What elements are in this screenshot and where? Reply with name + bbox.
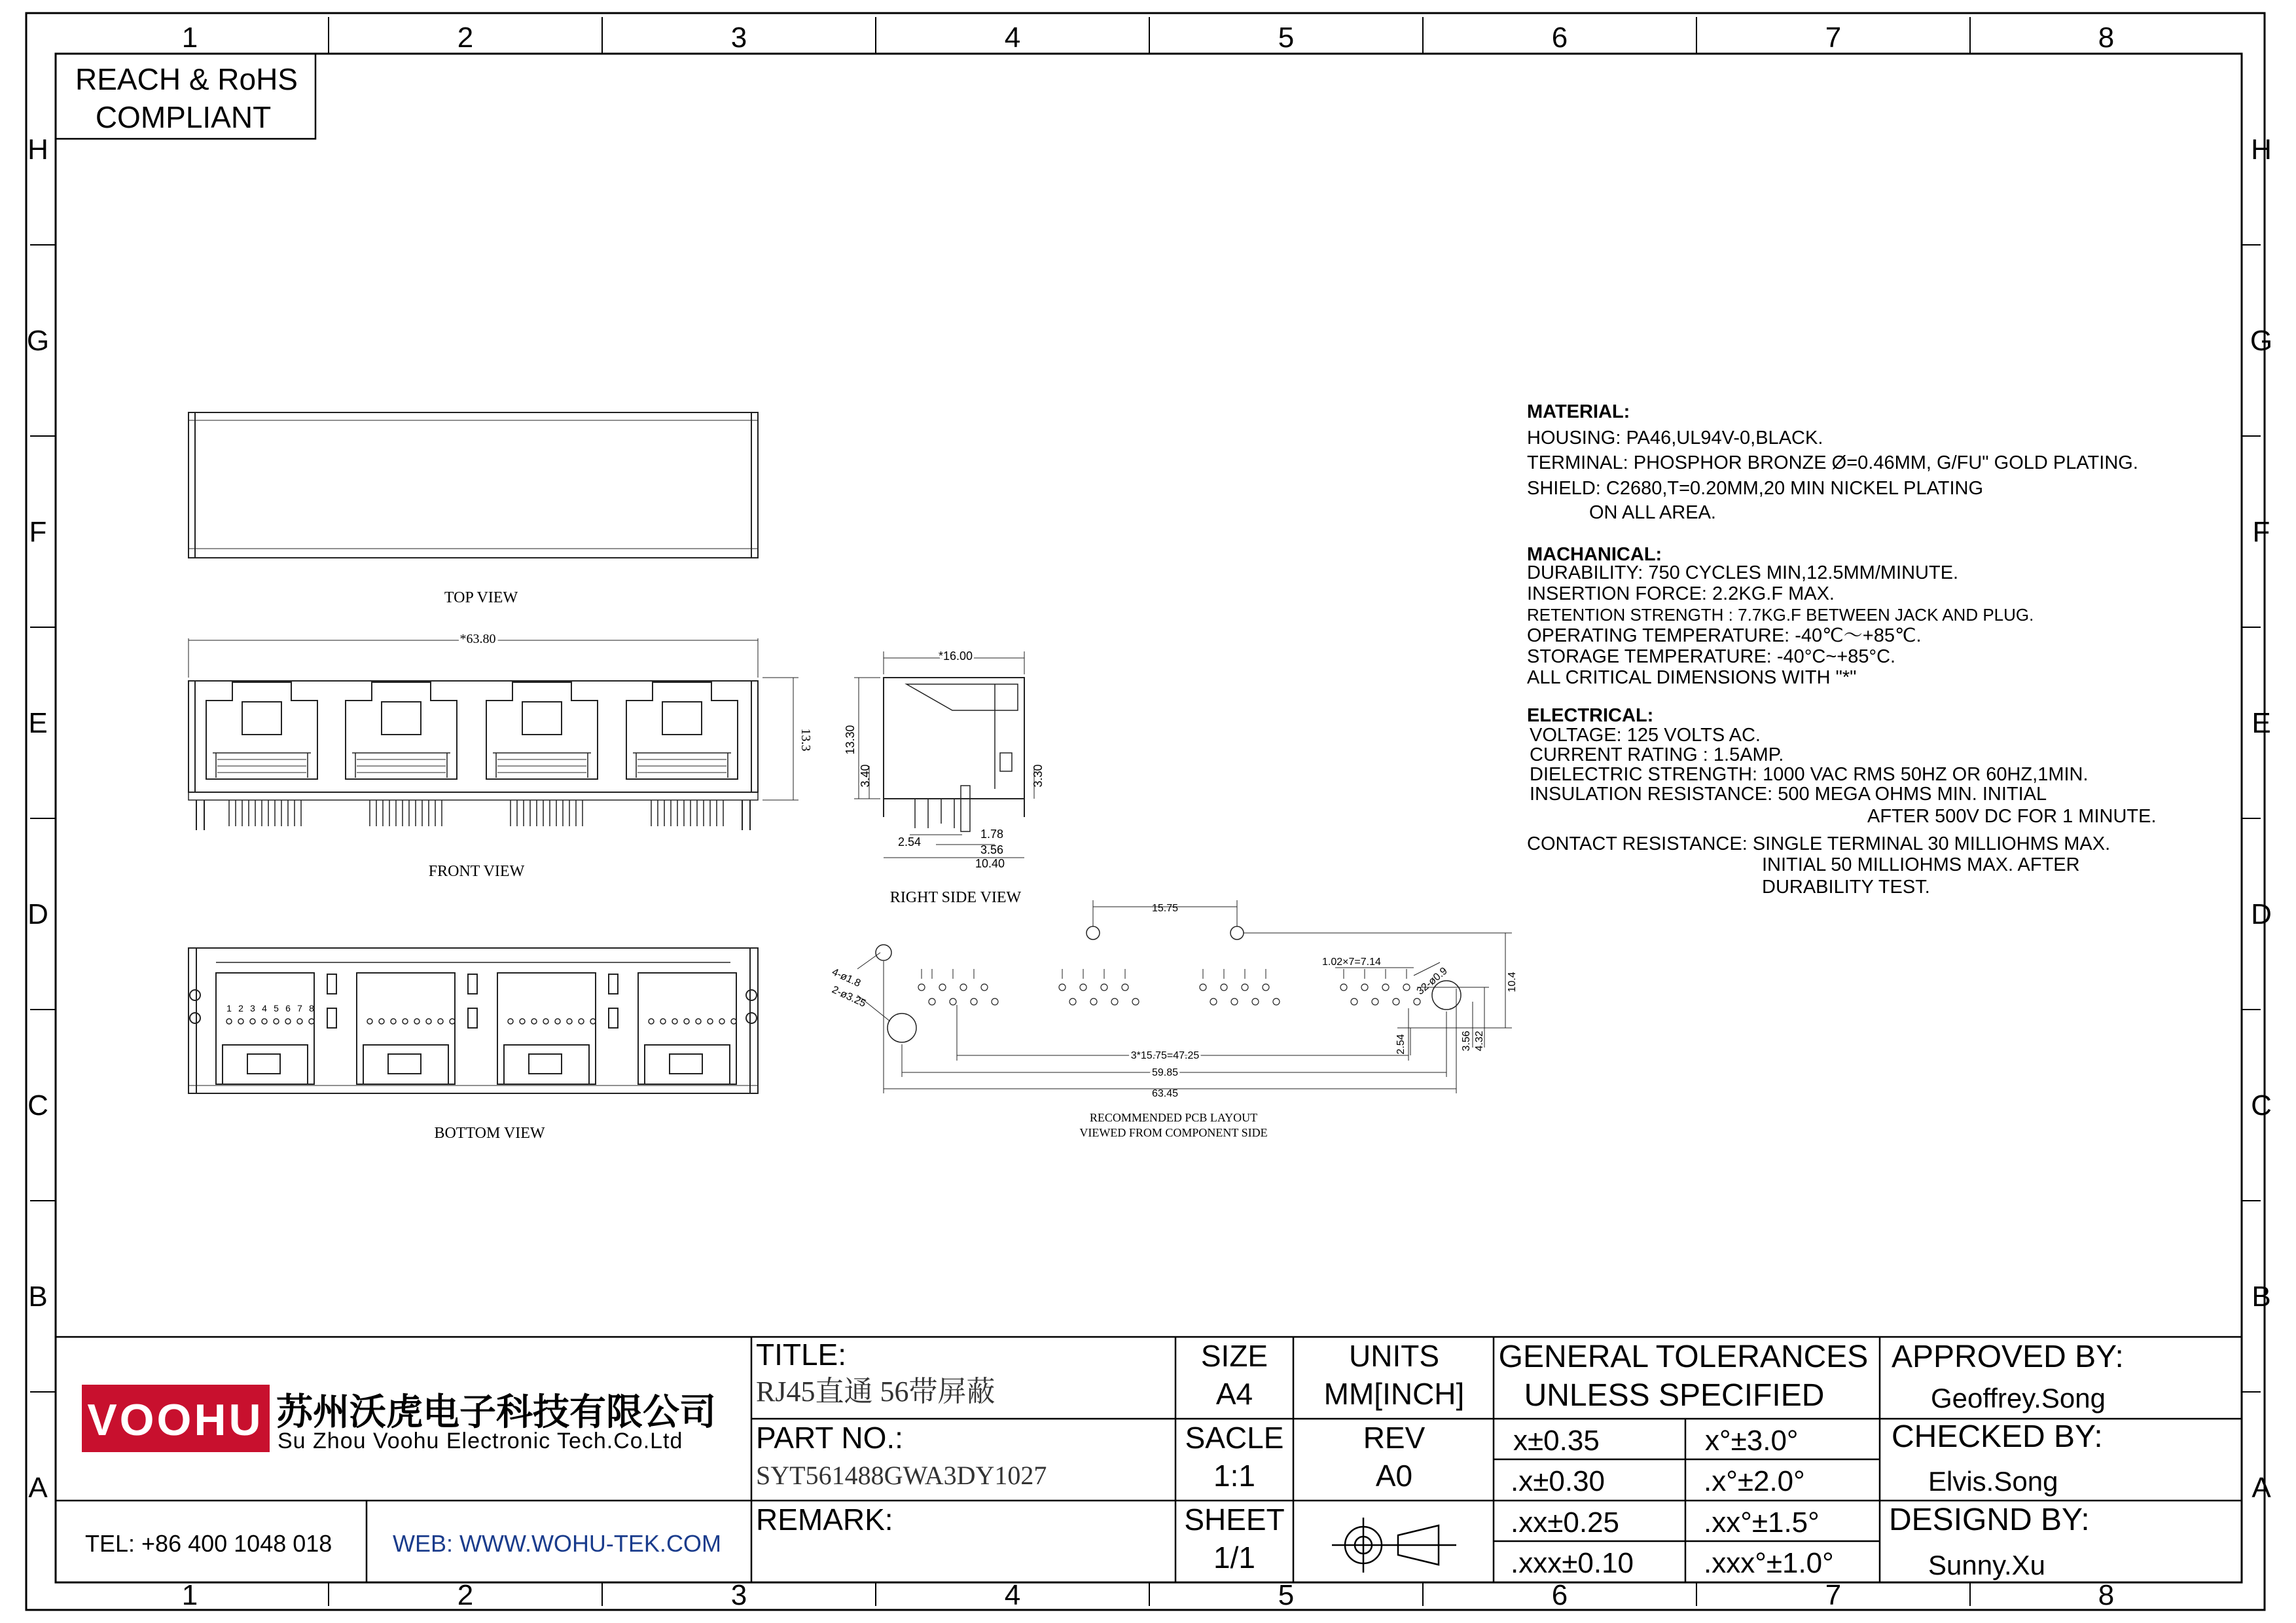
pin-number: 8 [309,1003,314,1013]
pcb-0.9-hole-dimension: 32-ø0.9 [1414,965,1450,998]
col-label: 4 [1004,1579,1021,1611]
side-2.54-dimension: 2.54 [898,835,922,848]
tolerance-value: x°±3.0° [1705,1425,1799,1457]
pin-number: 2 [238,1003,243,1013]
scale-label: SACLE [1185,1421,1284,1455]
mechanical-line: DURABILITY: 750 CYCLES MIN,12.5MM/MINUTE. [1527,562,1959,583]
col-label: 5 [1278,22,1295,54]
mechanical-line: OPERATING TEMPERATURE: -40℃～+85℃. [1527,625,1922,646]
mechanical-heading: MACHANICAL: [1527,544,1662,565]
side-3.56-dimension: 3.56 [980,843,1004,856]
checked-label: CHECKED BY: [1892,1419,2103,1454]
pin-number: 5 [274,1003,279,1013]
side-height-dimension: 13.30 [844,725,857,755]
electrical-line: DURABILITY TEST. [1762,877,1930,898]
pcb-layout-label-2: VIEWED FROM COMPONENT SIDE [1079,1126,1268,1139]
pcb-pitch-dimension: 1.02×7=7.14 [1322,957,1381,968]
material-line: HOUSING: PA46,UL94V-0,BLACK. [1527,428,1823,448]
tolerance-value: .x±0.30 [1511,1465,1605,1497]
tolerance-value: .xx°±1.5° [1704,1506,1820,1539]
col-label: 6 [1551,1579,1568,1611]
front-view-label: FRONT VIEW [428,863,525,880]
tolerance-value: .x°±2.0° [1704,1465,1805,1497]
tolerance-title-1: GENERAL TOLERANCES [1498,1340,1869,1374]
side-3.30-dimension: 3.30 [1031,764,1045,788]
col-label: 8 [2098,1579,2115,1611]
projection-symbol-icon [1332,1518,1456,1573]
electrical-line: CONTACT RESISTANCE: SINGLE TERMINAL 30 MILLIOHMS MAX. [1527,833,2111,854]
row-label: G [26,325,50,357]
col-label: 3 [730,22,747,54]
compliance-line-2: COMPLIANT [95,100,272,134]
designed-name: Sunny.Xu [1928,1550,2046,1580]
part-value: SYT561488GWA3DY1027 [756,1461,1047,1490]
col-label: 7 [1825,1579,1842,1611]
company-logo-text: VOOHU [87,1395,264,1445]
mechanical-line: INSERTION FORCE: 2.2KG.F MAX. [1527,583,1835,604]
row-label: A [2251,1472,2271,1504]
pcb-59.85-dimension: 59.85 [1151,1067,1179,1078]
electrical-line: CURRENT RATING : 1.5AMP. [1530,744,1784,765]
tolerance-title-2: UNLESS SPECIFIED [1524,1378,1825,1413]
electrical-line: INSULATION RESISTANCE: 500 MEGA OHMS MIN. INITIAL [1530,784,2047,805]
right-side-view-drawing [854,651,1034,858]
electrical-line: AFTER 500V DC FOR 1 MINUTE. [1867,806,2157,827]
mechanical-line: STORAGE TEMPERATURE: -40°C~+85°C. [1527,646,1896,667]
remark-label: REMARK: [756,1503,893,1537]
bottom-view-drawing [188,948,758,1093]
material-line: ON ALL AREA. [1589,502,1716,523]
pin-number: 1 [226,1003,232,1013]
title-value: RJ45直通 56带屏蔽 [756,1376,996,1408]
right-side-view-label: RIGHT SIDE VIEW [889,889,1022,906]
mechanical-line: RETENTION STRENGTH : 7.7KG.F BETWEEN JACK AND PLUG. [1527,605,2034,625]
row-label: D [2251,898,2272,930]
pcb-2.54-dimension: 2.54 [1395,1034,1407,1055]
approved-label: APPROVED BY: [1892,1340,2124,1374]
material-line: TERMINAL: PHOSPHOR BRONZE Ø=0.46MM, G/FU" GOLD PLATING. [1527,452,2138,473]
electrical-line: INITIAL 50 MILLIOHMS MAX. AFTER [1762,854,2080,875]
side-10.40-dimension: 10.40 [975,857,1005,870]
checked-name: Elvis.Song [1928,1466,2058,1497]
pcb-small-hole-dimension: 4-ø1.8 [830,966,863,990]
row-label: F [2252,516,2270,548]
front-width-dimension: *63.80 [459,632,496,646]
units-value: MM[INCH] [1323,1377,1465,1411]
row-label: B [2251,1281,2271,1313]
title-label: TITLE: [756,1338,847,1372]
row-label: G [2250,325,2273,357]
pcb-63.45-dimension: 63.45 [1151,1088,1179,1099]
row-label: A [28,1472,48,1504]
scale-value: 1:1 [1213,1459,1255,1493]
sheet-value: 1/1 [1213,1541,1255,1575]
row-label: H [27,134,48,166]
pin-number: 6 [285,1003,291,1013]
front-view-drawing [188,638,798,830]
pcb-47.25-dimension: 3*15.75=47.25 [1130,1050,1200,1061]
tolerance-value: .xxx°±1.0° [1704,1547,1834,1579]
side-3.40-dimension: 3.40 [859,764,872,788]
row-label: E [28,707,48,739]
side-1.78-dimension: 1.78 [980,828,1004,841]
mechanical-line: ALL CRITICAL DIMENSIONS WITH "*" [1527,667,1857,688]
col-label: 3 [730,1579,747,1611]
designed-label: DESIGND BY: [1889,1503,2090,1537]
row-label: D [27,898,48,930]
material-line: SHIELD: C2680,T=0.20MM,20 MIN NICKEL PLATING [1527,478,1984,499]
pcb-3.56-dimension: 3.56 [1461,1030,1472,1051]
rev-label: REV [1363,1421,1426,1455]
col-label: 1 [181,1579,198,1611]
pcb-layout-drawing [857,900,1512,1093]
top-view-label: TOP VIEW [444,589,518,606]
row-label: H [2251,134,2272,166]
company-name-cn: 苏州沃虎电子科技有限公司 [276,1391,716,1432]
row-label: C [2251,1089,2272,1122]
col-label: 7 [1825,22,1842,54]
col-label: 8 [2098,22,2115,54]
sheet-label: SHEET [1184,1503,1285,1537]
col-label: 2 [457,22,474,54]
pcb-4.32-dimension: 4.32 [1474,1030,1485,1051]
col-label: 5 [1278,1579,1295,1611]
side-width-dimension: *16.00 [938,649,973,663]
units-label: UNITS [1349,1339,1439,1373]
col-label: 2 [457,1579,474,1611]
col-label: 1 [181,22,198,54]
tolerance-value: x±0.35 [1513,1425,1600,1457]
pcb-large-hole-dimension: 2-ø3.25 [830,984,868,1010]
compliance-line-1: REACH & RoHS [75,62,298,96]
front-height-dimension: 13.3 [798,728,813,752]
bottom-view-label: BOTTOM VIEW [434,1125,545,1142]
web-text: WEB: WWW.WOHU-TEK.COM [393,1530,721,1557]
tolerance-value: .xxx±0.10 [1511,1547,1634,1579]
top-view-drawing [188,412,758,558]
pin-number: 7 [297,1003,302,1013]
row-label: E [2251,707,2271,739]
company-name-en: Su Zhou Voohu Electronic Tech.Co.Ltd [278,1429,683,1453]
row-label: F [29,516,47,548]
size-value: A4 [1215,1377,1253,1411]
tel-text: TEL: +86 400 1048 018 [85,1530,332,1557]
pin-number: 3 [250,1003,255,1013]
material-heading: MATERIAL: [1527,401,1630,422]
electrical-line: VOLTAGE: 125 VOLTS AC. [1530,725,1761,746]
pcb-layout-label-1: RECOMMENDED PCB LAYOUT [1089,1111,1258,1124]
row-label: B [28,1281,48,1313]
pcb-10.4-dimension: 10.4 [1507,972,1518,993]
approved-name: Geoffrey.Song [1931,1383,2106,1413]
pcb-15.75-dimension: 15.75 [1151,903,1179,914]
electrical-line: DIELECTRIC STRENGTH: 1000 VAC RMS 50HZ OR 60HZ,1MIN. [1530,764,2089,785]
row-label: C [27,1089,48,1122]
electrical-heading: ELECTRICAL: [1527,705,1654,726]
col-label: 6 [1551,22,1568,54]
pin-number: 4 [262,1003,267,1013]
part-label: PART NO.: [756,1421,903,1455]
col-label: 4 [1004,22,1021,54]
tolerance-value: .xx±0.25 [1511,1506,1620,1539]
rev-value: A0 [1375,1459,1413,1493]
size-label: SIZE [1200,1339,1268,1373]
